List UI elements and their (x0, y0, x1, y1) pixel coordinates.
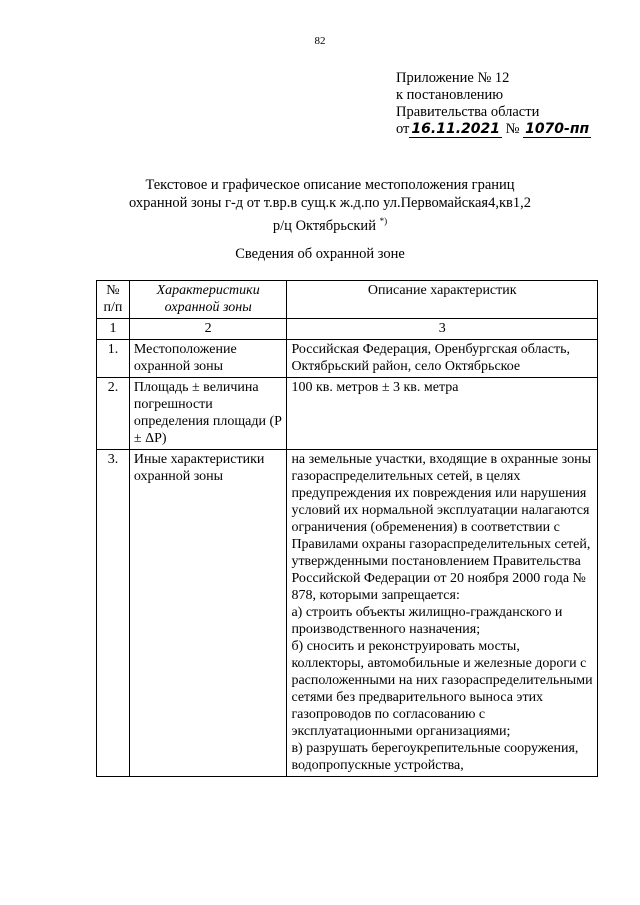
title-line-3-text: р/ц Октябрьский (272, 217, 376, 234)
row-description-intro: на земельные участки, входящие в охранные зоны газораспределительных сетей, в целях предупреждения их повреждения или нарушения условий их нормальной эксплуатации налагаются ограничения (обременения) в соответствии с Правилами охраны газораспределительных сетей, утвержденными постановлением Правительства Российской Федерации от 20 ноября 2000 года № 878, которыми запрещается: (291, 452, 591, 603)
handwritten-number: 1070-пп (525, 121, 590, 137)
title-line-3 (110, 212, 550, 235)
table-row (97, 378, 598, 450)
section-title: Сведения об охранной зоне (235, 246, 405, 262)
number-prefix: № (505, 121, 520, 137)
appendix-line-2: к постановлению (396, 87, 504, 103)
header-number: № п/п (97, 281, 130, 319)
row-number: 1. (97, 340, 130, 378)
row-characteristic: Иные характеристики охранной зоны (129, 450, 287, 777)
protection-zone-table (96, 280, 598, 777)
row-characteristic: Местоположение охранной зоны (129, 340, 287, 378)
appendix-header (396, 70, 591, 138)
row-description: Российская Федерация, Оренбургская область, Октябрьский район, село Октябрьское (287, 340, 598, 378)
footnote-mark: *) (379, 216, 388, 226)
document-title (110, 176, 550, 235)
header-description: Описание характеристик (287, 281, 598, 319)
list-item: в) разрушать берегоукрепительные сооружения, водопропускные устройства, (291, 741, 579, 773)
row-number: 3. (97, 450, 130, 777)
header-characteristic: Характеристики охранной зоны (129, 281, 287, 319)
appendix-line-3: Правительства области (396, 104, 540, 120)
row-description: 100 кв. метров ± 3 кв. метра (287, 378, 598, 450)
title-line-1: Текстовое и графическое описание местоположения границ (145, 177, 515, 193)
table-index-row (97, 319, 598, 340)
title-line-2: охранной зоны г-д от т.вр.в сущ.к ж.д.по ул.Первомайская4,кв1,2 (129, 195, 531, 211)
row-number: 2. (97, 378, 130, 450)
table-row (97, 340, 598, 378)
table-header-row (97, 281, 598, 319)
page-number: 82 (314, 35, 326, 47)
index-cell: 2 (129, 319, 287, 340)
appendix-line-1: Приложение № 12 (396, 70, 510, 86)
index-cell: 3 (287, 319, 598, 340)
handwritten-date: 16.11.2021 (411, 121, 500, 137)
list-item: б) сносить и реконструировать мосты, коллекторы, автомобильные и железные дороги с расположенными на них газораспределительными сетями без предварительного выноса этих газопроводов по согласованию с эксплуатационными организациями; (291, 639, 593, 739)
row-characteristic: Площадь ± величина погрешности определения площади (P ± ΔP) (129, 378, 287, 450)
list-item: а) строить объекты жилищно-гражданского и производственного назначения; (291, 605, 563, 637)
date-prefix: от (396, 121, 410, 137)
row-description (287, 450, 598, 777)
table-row (97, 450, 598, 777)
index-cell: 1 (97, 319, 130, 340)
appendix-date-line (396, 121, 591, 138)
